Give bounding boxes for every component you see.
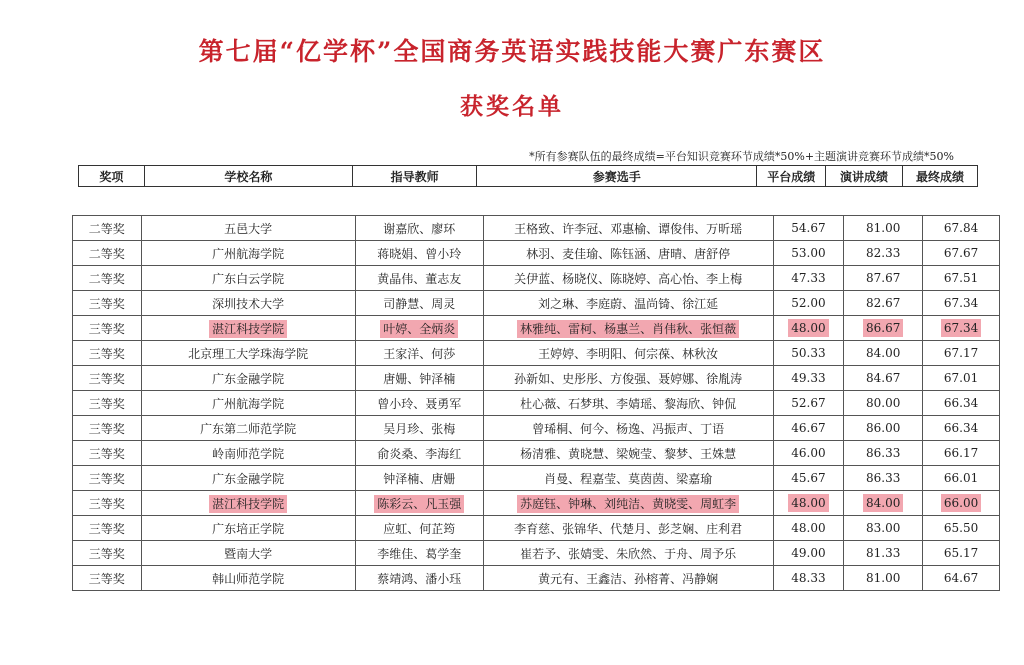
- cell-platform-score-text: 47.33: [791, 271, 826, 285]
- cell-teachers-text: 蔡靖鸿、潘小珏: [377, 571, 462, 586]
- table-row: [73, 441, 1000, 466]
- cell-speech-score: [844, 491, 923, 516]
- cell-players-text: 李育慈、张锦华、代楚月、彭芝娴、庄利君: [514, 521, 743, 536]
- cell-teachers: [355, 316, 483, 341]
- table-row: [73, 516, 1000, 541]
- cell-award: [73, 241, 142, 266]
- cell-school: [141, 316, 355, 341]
- cell-teachers: [355, 391, 483, 416]
- cell-players-text: 林雅纯、雷柯、杨惠兰、肖伟秋、张恒薇: [517, 320, 739, 338]
- cell-players: [483, 341, 773, 366]
- cell-final-score-text: 66.17: [943, 446, 979, 460]
- cell-speech-score-text: 81.33: [866, 546, 901, 560]
- cell-platform-score: [773, 266, 844, 291]
- cell-final-score-text: 65.17: [943, 546, 979, 560]
- cell-platform-score-text: 48.00: [791, 521, 826, 535]
- cell-platform-score-text: 54.67: [791, 221, 826, 235]
- cell-school-text: 五邑大学: [224, 221, 273, 236]
- cell-speech-score: [844, 241, 923, 266]
- cell-players: [483, 566, 773, 591]
- cell-award: [73, 216, 142, 241]
- cell-teachers: [355, 566, 483, 591]
- cell-teachers: [355, 466, 483, 491]
- cell-teachers-text: 叶婷、全炳炎: [380, 320, 458, 338]
- table-header: [78, 165, 978, 187]
- table-row: [73, 491, 1000, 516]
- cell-school: [141, 391, 355, 416]
- cell-final-score: [923, 441, 1000, 466]
- cell-school: [141, 366, 355, 391]
- cell-players-text: 肖曼、程嘉莹、莫茵茵、梁嘉瑜: [544, 471, 713, 486]
- cell-players-text: 孙新如、史彤彤、方俊强、聂婷娜、徐胤涛: [514, 371, 743, 386]
- cell-platform-score-text: 46.67: [791, 421, 826, 435]
- cell-speech-score: [844, 341, 923, 366]
- cell-final-score: [923, 266, 1000, 291]
- cell-speech-score-text: 82.33: [866, 246, 901, 260]
- cell-award: [73, 491, 142, 516]
- cell-speech-score-text: 84.67: [866, 371, 901, 385]
- cell-platform-score: [773, 216, 844, 241]
- cell-speech-score: [844, 216, 923, 241]
- cell-teachers-text: 王家洋、何莎: [383, 346, 456, 361]
- cell-award-text: 三等奖: [88, 546, 125, 561]
- cell-award-text: 二等奖: [88, 221, 125, 236]
- cell-players-text: 林羽、麦佳瑜、陈钰涵、唐晴、唐舒停: [526, 246, 731, 261]
- cell-school: [141, 341, 355, 366]
- cell-final-score-text: 65.50: [943, 521, 979, 535]
- table-row: [73, 541, 1000, 566]
- cell-final-score-text: 66.34: [943, 396, 979, 410]
- cell-platform-score-text: 45.67: [791, 471, 826, 485]
- cell-platform-score-text: 46.00: [791, 446, 826, 460]
- cell-award-text: 三等奖: [88, 571, 125, 586]
- cell-final-score-text: 67.17: [943, 346, 979, 360]
- cell-teachers: [355, 241, 483, 266]
- cell-teachers: [355, 216, 483, 241]
- cell-school-text: 广东培正学院: [212, 521, 285, 536]
- cell-speech-score: [844, 291, 923, 316]
- cell-platform-score-text: 52.00: [791, 296, 826, 310]
- table-row: [73, 266, 1000, 291]
- cell-speech-score-text: 86.33: [866, 471, 901, 485]
- cell-players: [483, 241, 773, 266]
- cell-platform-score-text: 49.00: [791, 546, 826, 560]
- cell-final-score: [923, 241, 1000, 266]
- cell-teachers-text: 俞炎桑、李海红: [377, 446, 462, 461]
- cell-players-text: 曾琋桐、何今、杨逸、冯振声、丁语: [532, 421, 725, 436]
- cell-school: [141, 241, 355, 266]
- cell-final-score-text: 67.51: [943, 271, 979, 285]
- cell-speech-score-text: 87.67: [866, 271, 901, 285]
- cell-final-score: [923, 466, 1000, 491]
- cell-final-score-text: 66.01: [943, 471, 979, 485]
- table-row: [73, 466, 1000, 491]
- cell-award: [73, 266, 142, 291]
- cell-school-text: 广东第二师范学院: [200, 421, 297, 436]
- cell-platform-score-text: 48.33: [791, 571, 826, 585]
- cell-players: [483, 316, 773, 341]
- cell-school-text: 深圳技术大学: [212, 296, 285, 311]
- cell-final-score-text: 67.84: [943, 221, 979, 235]
- cell-teachers: [355, 366, 483, 391]
- table-row: [73, 566, 1000, 591]
- cell-platform-score: [773, 341, 844, 366]
- cell-final-score: [923, 341, 1000, 366]
- cell-award-text: 三等奖: [88, 321, 125, 336]
- cell-final-score: [923, 566, 1000, 591]
- cell-school: [141, 566, 355, 591]
- table-row: [73, 366, 1000, 391]
- cell-speech-score-text: 84.00: [863, 494, 903, 512]
- header-speech-score: 演讲成绩: [826, 166, 903, 187]
- cell-final-score-text: 66.34: [943, 421, 979, 435]
- cell-speech-score: [844, 266, 923, 291]
- cell-award: [73, 341, 142, 366]
- cell-school-text: 韩山师范学院: [212, 571, 285, 586]
- cell-award: [73, 441, 142, 466]
- cell-school: [141, 266, 355, 291]
- cell-school: [141, 466, 355, 491]
- cell-award: [73, 541, 142, 566]
- header-teachers: 指导教师: [353, 166, 477, 187]
- cell-final-score: [923, 316, 1000, 341]
- cell-teachers: [355, 341, 483, 366]
- cell-platform-score: [773, 316, 844, 341]
- cell-players-text: 杨清雅、黄晓慧、梁婉莹、黎梦、王姝慧: [520, 446, 737, 461]
- cell-final-score: [923, 216, 1000, 241]
- cell-platform-score: [773, 416, 844, 441]
- cell-players-text: 杜心薇、石梦琪、李婧瑶、黎海欣、钟侃: [520, 396, 737, 411]
- cell-speech-score-text: 84.00: [866, 346, 901, 360]
- cell-players-text: 关伊蓝、杨晓仪、陈晓婷、高心怡、李上梅: [514, 271, 743, 286]
- cell-final-score: [923, 366, 1000, 391]
- cell-players: [483, 216, 773, 241]
- table-row: [73, 391, 1000, 416]
- cell-teachers-text: 蒋晓娟、曾小玲: [377, 246, 462, 261]
- cell-speech-score: [844, 416, 923, 441]
- cell-speech-score: [844, 441, 923, 466]
- table-row: [73, 416, 1000, 441]
- cell-teachers-text: 谢嘉欣、廖环: [383, 221, 456, 236]
- cell-school: [141, 516, 355, 541]
- cell-players-text: 刘之琳、李庭蔚、温尚锜、徐江延: [538, 296, 719, 311]
- cell-platform-score: [773, 241, 844, 266]
- cell-award: [73, 416, 142, 441]
- cell-players-text: 崔若予、张婧雯、朱欣然、于舟、周予乐: [520, 546, 737, 561]
- cell-final-score-text: 67.34: [941, 319, 981, 337]
- cell-award-text: 三等奖: [88, 521, 125, 536]
- document-subtitle: 获奖名单: [460, 93, 564, 120]
- cell-players: [483, 466, 773, 491]
- cell-teachers-text: 吴月珍、张梅: [383, 421, 456, 436]
- cell-teachers-text: 司静慧、周灵: [383, 296, 456, 311]
- cell-final-score-text: 67.67: [943, 246, 979, 260]
- cell-school-text: 湛江科技学院: [209, 495, 287, 513]
- cell-award: [73, 366, 142, 391]
- cell-platform-score: [773, 466, 844, 491]
- cell-award-text: 三等奖: [88, 496, 125, 511]
- cell-award-text: 三等奖: [88, 471, 125, 486]
- cell-school: [141, 541, 355, 566]
- header-platform-score: 平台成绩: [757, 166, 826, 187]
- cell-speech-score-text: 82.67: [866, 296, 901, 310]
- cell-platform-score: [773, 441, 844, 466]
- table-row: [73, 341, 1000, 366]
- cell-school-text: 北京理工大学珠海学院: [188, 346, 309, 361]
- cell-award: [73, 466, 142, 491]
- cell-award-text: 三等奖: [88, 421, 125, 436]
- cell-award: [73, 516, 142, 541]
- header-award: 奖项: [79, 166, 145, 187]
- cell-speech-score: [844, 566, 923, 591]
- cell-teachers-text: 黄晶伟、董志友: [377, 271, 462, 286]
- header-row: [79, 166, 978, 187]
- cell-final-score-text: 67.34: [943, 296, 979, 310]
- cell-players: [483, 416, 773, 441]
- cell-players: [483, 491, 773, 516]
- score-formula-note: *所有参赛队伍的最终成绩=平台知识竞赛环节成绩*50%+主题演讲竞赛环节成绩*50%: [529, 150, 954, 163]
- cell-school: [141, 491, 355, 516]
- cell-platform-score-text: 48.00: [788, 494, 828, 512]
- cell-award-text: 二等奖: [88, 271, 125, 286]
- cell-players-text: 王婷婷、李明阳、何宗葆、林秋汝: [538, 346, 719, 361]
- cell-platform-score: [773, 541, 844, 566]
- cell-school-text: 广东金融学院: [212, 471, 285, 486]
- cell-final-score: [923, 416, 1000, 441]
- cell-award-text: 二等奖: [88, 246, 125, 261]
- cell-players-text: 王格致、许李冠、邓惠榆、谭俊伟、万昕瑶: [514, 221, 743, 236]
- cell-platform-score-text: 53.00: [791, 246, 826, 260]
- cell-school-text: 湛江科技学院: [209, 320, 287, 338]
- cell-platform-score-text: 50.33: [791, 346, 826, 360]
- cell-school-text: 暨南大学: [224, 546, 273, 561]
- cell-platform-score: [773, 516, 844, 541]
- cell-teachers: [355, 291, 483, 316]
- cell-speech-score: [844, 516, 923, 541]
- cell-platform-score: [773, 291, 844, 316]
- cell-speech-score-text: 80.00: [866, 396, 901, 410]
- cell-players: [483, 441, 773, 466]
- cell-school-text: 广州航海学院: [212, 396, 285, 411]
- cell-speech-score: [844, 366, 923, 391]
- cell-teachers-text: 曾小玲、聂勇军: [377, 396, 462, 411]
- cell-teachers-text: 钟泽楠、唐姗: [383, 471, 456, 486]
- cell-players: [483, 516, 773, 541]
- table-row: [73, 241, 1000, 266]
- cell-speech-score: [844, 316, 923, 341]
- cell-platform-score-text: 52.67: [791, 396, 826, 410]
- cell-final-score: [923, 391, 1000, 416]
- cell-teachers-text: 唐姗、钟泽楠: [383, 371, 456, 386]
- cell-platform-score-text: 48.00: [788, 319, 828, 337]
- cell-platform-score: [773, 566, 844, 591]
- cell-final-score-text: 66.00: [941, 494, 981, 512]
- cell-speech-score-text: 81.00: [866, 221, 901, 235]
- document-title: 第七届“亿学杯”全国商务英语实践技能大赛广东赛区: [198, 37, 826, 66]
- cell-speech-score: [844, 541, 923, 566]
- cell-platform-score: [773, 491, 844, 516]
- header-final-score: 最终成绩: [903, 166, 978, 187]
- cell-final-score: [923, 291, 1000, 316]
- cell-players: [483, 266, 773, 291]
- cell-teachers: [355, 266, 483, 291]
- table-row: [73, 316, 1000, 341]
- cell-players: [483, 291, 773, 316]
- cell-award: [73, 566, 142, 591]
- cell-school: [141, 291, 355, 316]
- cell-final-score-text: 64.67: [943, 571, 979, 585]
- cell-players-text: 黄元有、王鑫洁、孙榕菁、冯静娴: [538, 571, 719, 586]
- table-row: [73, 216, 1000, 241]
- cell-award: [73, 291, 142, 316]
- cell-players: [483, 541, 773, 566]
- cell-final-score-text: 67.01: [943, 371, 979, 385]
- cell-teachers-text: 应虹、何芷筠: [383, 521, 456, 536]
- cell-platform-score: [773, 391, 844, 416]
- header-players: 参赛选手: [477, 166, 757, 187]
- cell-platform-score: [773, 366, 844, 391]
- cell-school-text: 广东金融学院: [212, 371, 285, 386]
- cell-teachers-text: 李维佳、葛学奎: [377, 546, 462, 561]
- cell-award: [73, 391, 142, 416]
- cell-award-text: 三等奖: [88, 371, 125, 386]
- cell-school-text: 岭南师范学院: [212, 446, 285, 461]
- cell-teachers: [355, 416, 483, 441]
- cell-award-text: 三等奖: [88, 396, 125, 411]
- cell-players-text: 苏庭钰、钟琳、刘纯洁、黄晓雯、周虹李: [517, 495, 739, 513]
- cell-players: [483, 391, 773, 416]
- cell-teachers: [355, 541, 483, 566]
- cell-speech-score-text: 86.00: [866, 421, 901, 435]
- cell-award-text: 三等奖: [88, 446, 125, 461]
- cell-award-text: 三等奖: [88, 296, 125, 311]
- cell-platform-score-text: 49.33: [791, 371, 826, 385]
- cell-final-score: [923, 541, 1000, 566]
- cell-speech-score: [844, 466, 923, 491]
- cell-teachers: [355, 491, 483, 516]
- cell-speech-score-text: 81.00: [866, 571, 901, 585]
- cell-speech-score-text: 83.00: [866, 521, 901, 535]
- cell-speech-score: [844, 391, 923, 416]
- cell-school: [141, 216, 355, 241]
- cell-teachers: [355, 516, 483, 541]
- cell-school-text: 广东白云学院: [212, 271, 285, 286]
- cell-final-score: [923, 491, 1000, 516]
- header-school: 学校名称: [144, 166, 352, 187]
- table-row: [73, 291, 1000, 316]
- cell-players: [483, 366, 773, 391]
- results-table: [72, 215, 1000, 591]
- cell-award-text: 三等奖: [88, 346, 125, 361]
- cell-school: [141, 416, 355, 441]
- cell-school: [141, 441, 355, 466]
- cell-final-score: [923, 516, 1000, 541]
- cell-teachers-text: 陈彩云、凡玉强: [374, 495, 464, 513]
- cell-school-text: 广州航海学院: [212, 246, 285, 261]
- cell-speech-score-text: 86.67: [863, 319, 903, 337]
- cell-teachers: [355, 441, 483, 466]
- cell-speech-score-text: 86.33: [866, 446, 901, 460]
- cell-award: [73, 316, 142, 341]
